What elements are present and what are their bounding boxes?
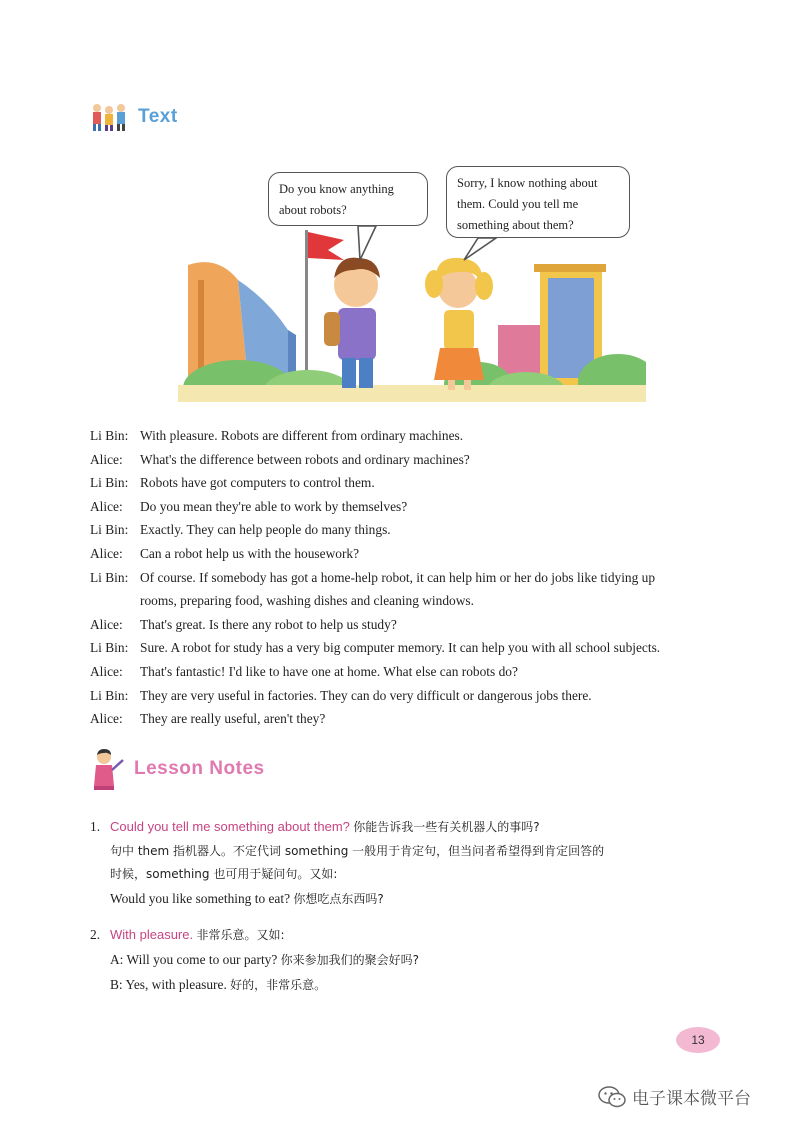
- bubble-line: about robots?: [279, 203, 347, 217]
- speaker: Alice:: [90, 663, 123, 679]
- speech: Do you mean they're able to work by themselves?: [140, 498, 408, 514]
- note-translation: 非常乐意。又如:: [196, 928, 285, 943]
- speaker: [90, 589, 140, 613]
- dialogue-line: [90, 448, 730, 472]
- note-item: [90, 815, 740, 911]
- note-translation: 你能告诉我一些有关机器人的事吗?: [353, 820, 540, 834]
- teacher-icon: [90, 748, 124, 790]
- speech: They are very useful in factories. They can do very difficult or dangerous jobs there.: [140, 687, 592, 703]
- speaker: Alice:: [90, 545, 123, 561]
- note-example-translation: 你想吃点东西吗?: [293, 891, 384, 906]
- speech: That's fantastic! I'd like to have one at home. What else can robots do?: [140, 663, 518, 679]
- note-example-translation: 你来参加我们的聚会好吗?: [280, 952, 420, 967]
- note-example: Would you like something to eat?: [110, 890, 291, 906]
- dialogue-line: [90, 471, 730, 495]
- notes-section-title: Lesson Notes: [134, 758, 265, 779]
- speech: That's great. Is there any robot to help us study?: [140, 616, 397, 632]
- wechat-icon: [598, 1086, 626, 1108]
- girl-speech-bubble: [446, 166, 630, 238]
- speech: Sure. A robot for study has a very big computer memory. It can help you with all school subjects.: [140, 640, 661, 656]
- note-highlight: Could you tell me something about them?: [110, 819, 350, 834]
- speaker: Li Bin:: [90, 428, 129, 443]
- bubble-line: Sorry, I know nothing about: [457, 176, 598, 190]
- watermark-text: 电子课本微平台: [632, 1089, 751, 1109]
- dialogue-line: [90, 518, 730, 542]
- speaker: Li Bin:: [90, 522, 129, 538]
- note-highlight: With pleasure.: [110, 927, 194, 943]
- lesson-notes: [90, 815, 740, 997]
- speech: Exactly. They can help people do many things.: [140, 522, 391, 538]
- speaker: Li Bin:: [90, 475, 129, 491]
- note-explanation: 时候，something 也可用于疑问句。又如:: [110, 867, 338, 882]
- page-number: 13: [676, 1027, 720, 1053]
- dialogue-line: [90, 660, 730, 684]
- dialogue-line: [90, 542, 730, 566]
- dialogue-line: [90, 495, 730, 519]
- dialogue-line: [90, 707, 730, 731]
- dialogue-line: [90, 589, 730, 613]
- note-example: B: Yes, with pleasure.: [110, 976, 227, 992]
- kids-group-icon: [90, 102, 134, 132]
- text-section-title: Text: [138, 106, 178, 127]
- speech: They are really useful, aren't they?: [140, 711, 326, 727]
- speaker: Alice:: [90, 711, 123, 727]
- watermark: [598, 1084, 751, 1109]
- note-example: A: Will you come to our party?: [110, 951, 278, 967]
- text-section-header: [90, 102, 178, 132]
- dialogue: [90, 424, 730, 731]
- speaker: Li Bin:: [90, 687, 129, 703]
- speech: What's the difference between robots and ordinary machines?: [140, 451, 470, 467]
- bubble-line: them. Could you tell me: [457, 197, 579, 211]
- speaker: Li Bin:: [90, 569, 129, 585]
- speaker: Li Bin:: [90, 640, 129, 656]
- speech: Can a robot help us with the housework?: [140, 545, 360, 561]
- dialogue-line: [90, 613, 730, 637]
- dialogue-line: [90, 566, 730, 590]
- speaker: Alice:: [90, 498, 123, 514]
- speech: Of course. If somebody has got a home-help robot, it can help him or her do jobs like tidying up: [140, 569, 656, 585]
- speaker: Alice:: [90, 616, 123, 632]
- note-item: [90, 923, 740, 997]
- bubble-line: something about them?: [457, 218, 574, 232]
- speech: rooms, preparing food, washing dishes and cleaning windows.: [140, 593, 474, 609]
- speech: Robots have got computers to control them.: [140, 475, 375, 491]
- bubble-line: Do you know anything: [279, 182, 394, 196]
- note-explanation: 句中 them 指机器人。不定代词 something 一般用于肯定句，但当问者希望得到肯定回答的: [110, 843, 605, 858]
- robot-conversation-illustration: [178, 160, 646, 402]
- speech: With pleasure. Robots are different from ordinary machines.: [140, 428, 464, 443]
- dialogue-line: [90, 424, 730, 448]
- speaker: Alice:: [90, 451, 123, 467]
- dialogue-line: [90, 636, 730, 660]
- dialogue-line: [90, 684, 730, 708]
- note-number: 2.: [90, 927, 101, 943]
- note-example-translation: 好的，非常乐意。: [230, 977, 327, 992]
- notes-section-header: [90, 748, 265, 790]
- note-number: 1.: [90, 819, 101, 834]
- boy-speech-bubble: [268, 172, 428, 226]
